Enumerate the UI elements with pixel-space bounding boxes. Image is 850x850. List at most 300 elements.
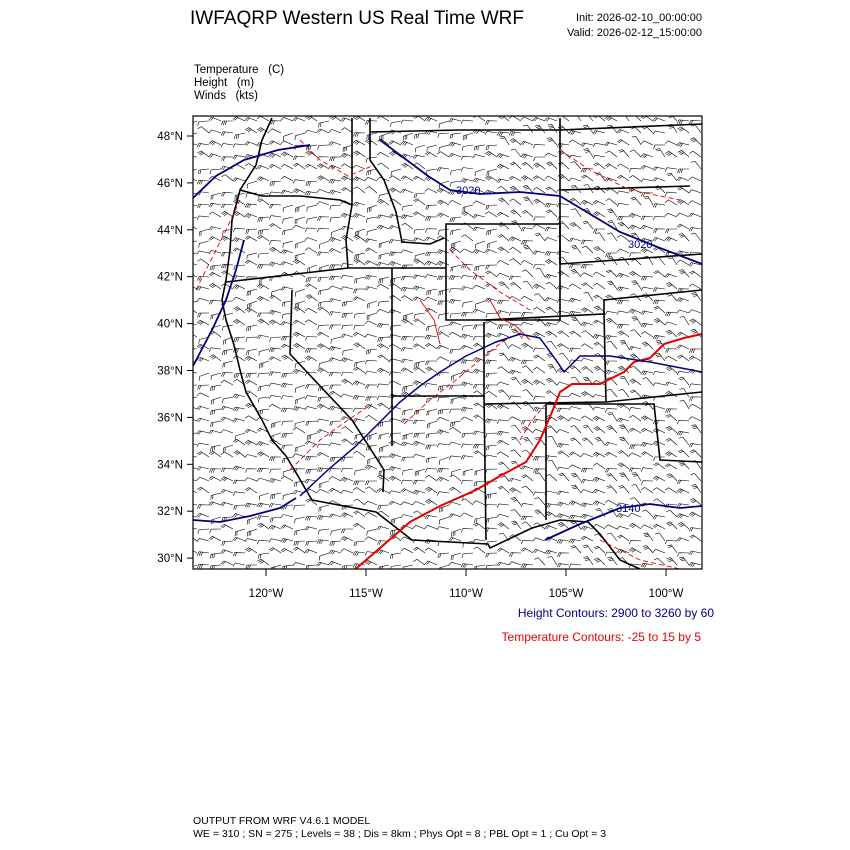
wind-barb — [439, 289, 449, 296]
wind-barb — [365, 512, 377, 517]
wind-barb — [487, 229, 497, 235]
wind-barb — [581, 358, 593, 361]
wind-barb — [546, 138, 557, 146]
wind-barb — [317, 202, 329, 205]
wind-barb — [209, 227, 221, 231]
wind-barb — [414, 313, 425, 319]
wind-barb — [557, 251, 569, 255]
wind-barb — [485, 360, 497, 364]
wind-barb — [389, 309, 401, 313]
wind-barb — [451, 241, 461, 248]
wind-barb — [293, 343, 305, 349]
wind-barb — [437, 430, 449, 435]
wind-barb — [247, 529, 257, 537]
wind-barb — [666, 558, 677, 566]
border-ks-ok — [606, 392, 702, 402]
wind-barb — [680, 400, 689, 409]
wind-barb — [295, 517, 305, 523]
wind-barb — [473, 227, 485, 231]
wind-barb — [305, 238, 317, 242]
wind-barb — [413, 238, 425, 242]
wind-barb — [209, 283, 221, 289]
wind-barb — [402, 205, 413, 211]
wind-barb — [677, 538, 689, 542]
lat-label: 44°N — [157, 224, 183, 237]
wind-barb — [245, 455, 257, 459]
wind-barb — [281, 525, 293, 529]
wind-barb — [341, 379, 353, 385]
wind-barb — [641, 416, 653, 421]
wind-barb — [270, 517, 281, 522]
wind-barb — [233, 297, 245, 301]
wind-barb — [691, 125, 701, 133]
wind-barb — [221, 132, 233, 136]
wind-barb — [283, 469, 293, 476]
lat-label: 42°N — [157, 271, 183, 284]
wind-barb — [498, 247, 510, 253]
wind-barb — [440, 457, 450, 465]
wind-barb — [365, 385, 377, 389]
wind-barb — [377, 324, 389, 328]
wind-barb — [353, 133, 365, 137]
wind-barb — [269, 539, 281, 543]
wind-barb — [642, 510, 653, 517]
wind-barb — [617, 535, 629, 541]
wind-barb — [497, 440, 509, 445]
wind-barb — [571, 485, 581, 493]
wind-barb — [653, 549, 665, 553]
wind-barb — [461, 287, 473, 291]
wind-barb — [509, 488, 521, 493]
wind-barb — [281, 117, 293, 121]
wind-barb — [221, 561, 233, 565]
wind-barb — [353, 408, 365, 412]
wind-barb — [689, 417, 701, 421]
wind-barb — [245, 356, 257, 361]
wind-barb — [461, 179, 473, 183]
wind-barb — [644, 196, 653, 205]
wind-barb — [365, 177, 377, 181]
wind-barb — [329, 142, 341, 146]
wind-barb — [437, 492, 449, 496]
wind-barb — [425, 308, 437, 313]
wind-barb — [497, 382, 509, 385]
wind-barb — [187, 217, 197, 224]
wind-barb — [305, 527, 317, 531]
wind-barb — [187, 397, 198, 403]
wind-barb — [666, 414, 677, 421]
wind-barb — [354, 187, 366, 193]
wind-barb — [486, 313, 497, 318]
wind-barb — [594, 342, 605, 349]
wind-barb — [641, 332, 653, 338]
wind-barb — [329, 372, 341, 376]
wind-barb — [593, 334, 605, 339]
wind-barb — [583, 545, 593, 553]
wind-barb — [185, 527, 197, 531]
wind-barb — [678, 169, 690, 173]
wind-barb — [295, 205, 305, 212]
wind-barb — [581, 200, 593, 205]
wind-barb — [641, 216, 653, 220]
wind-barb — [690, 138, 701, 145]
lat-label: 30°N — [157, 553, 183, 566]
wind-barb — [293, 180, 305, 184]
wind-barb — [666, 229, 678, 233]
wind-barb — [307, 433, 317, 440]
wind-barb — [533, 225, 545, 230]
wind-barb — [619, 389, 629, 397]
wind-barb — [185, 308, 197, 314]
wind-barb — [425, 487, 437, 493]
wind-barb — [689, 384, 701, 388]
wind-barb — [257, 335, 269, 339]
wind-barb — [533, 407, 545, 411]
wind-barb — [619, 473, 629, 481]
wind-barb — [245, 117, 257, 121]
wind-barb — [631, 197, 641, 205]
wind-barb — [354, 343, 366, 349]
wind-barb — [305, 549, 317, 553]
wind-barb — [317, 252, 329, 256]
wind-barb — [245, 204, 257, 208]
wind-barb — [677, 260, 689, 265]
wind-barb — [438, 229, 449, 235]
field-unit: (kts) — [235, 90, 258, 102]
wind-barb — [558, 451, 570, 457]
wind-barb — [307, 205, 317, 212]
wind-barb — [269, 204, 281, 208]
wind-barb — [632, 473, 641, 482]
wind-barb — [197, 431, 209, 435]
wind-barb — [233, 356, 245, 361]
wind-barb — [235, 193, 245, 200]
wind-barb — [450, 409, 461, 413]
wind-barb — [257, 442, 269, 447]
wind-barb — [378, 301, 389, 306]
wind-barb — [282, 373, 293, 378]
wind-barb — [330, 385, 342, 389]
wind-barb — [594, 229, 606, 233]
wind-barb — [653, 229, 665, 233]
wind-barb — [283, 229, 294, 235]
wind-barb — [365, 537, 377, 541]
wind-barb — [258, 217, 269, 222]
wind-barb — [368, 433, 378, 441]
wind-barb — [293, 156, 305, 160]
wind-barb — [257, 284, 269, 289]
wind-barb — [641, 141, 653, 145]
map-frame — [193, 116, 702, 569]
wind-barb — [403, 133, 413, 141]
wind-barb — [509, 562, 521, 565]
wind-barb — [689, 404, 701, 409]
wind-barb — [497, 562, 509, 566]
wind-barb — [329, 432, 341, 436]
wind-barb — [245, 503, 257, 507]
wind-barb — [437, 477, 449, 482]
wind-barb — [258, 229, 269, 235]
wind-barb — [269, 404, 281, 409]
wind-barb — [317, 404, 329, 409]
wind-barb — [269, 348, 281, 352]
wind-barb — [354, 511, 366, 517]
wind-barb — [534, 294, 545, 301]
lat-label: 40°N — [157, 318, 183, 331]
wind-barb — [401, 348, 413, 352]
wind-barb — [569, 178, 581, 181]
wind-barb — [548, 124, 557, 133]
wind-barb — [367, 133, 377, 139]
wind-barb — [293, 225, 305, 229]
wind-barb — [485, 391, 497, 397]
wind-barb — [689, 151, 701, 157]
wind-barb — [185, 442, 197, 445]
wind-barb — [258, 409, 269, 415]
wind-barb — [510, 210, 521, 217]
wind-barb — [594, 427, 605, 433]
wind-barb — [281, 141, 293, 145]
wind-barb — [391, 169, 401, 176]
wind-barb — [607, 281, 617, 289]
wind-barb — [677, 298, 689, 302]
wind-barb — [605, 178, 617, 182]
wind-barb — [461, 444, 473, 448]
wind-barb — [462, 145, 473, 151]
wind-barb — [296, 385, 306, 393]
wind-barb — [653, 420, 665, 424]
wind-barb — [379, 445, 389, 452]
wind-barb — [474, 451, 485, 457]
wind-barb — [425, 469, 437, 473]
wind-barb — [330, 157, 342, 161]
wind-barb — [581, 264, 593, 268]
wind-barb — [317, 176, 329, 181]
wind-barb — [677, 310, 689, 313]
wind-barb — [485, 176, 497, 181]
wind-barb — [197, 357, 209, 362]
wind-barb — [270, 457, 282, 461]
wind-barb — [583, 425, 593, 433]
wind-barb — [618, 451, 629, 458]
wind-barb — [475, 301, 485, 309]
wind-barb — [221, 452, 233, 457]
wind-barb — [365, 248, 377, 253]
wind-barb — [319, 289, 330, 295]
wind-barb — [353, 488, 365, 494]
wind-barb — [473, 539, 485, 543]
wind-barb — [582, 367, 593, 374]
wind-barb — [523, 245, 533, 253]
wind-barb — [462, 235, 474, 241]
wind-barb — [498, 523, 509, 529]
wind-barb — [593, 143, 605, 147]
wind-barb — [353, 151, 365, 157]
wind-barb — [497, 132, 509, 136]
wind-barb — [534, 558, 545, 565]
wind-barb — [389, 372, 401, 376]
wind-barb — [677, 177, 689, 181]
wind-barb — [425, 252, 437, 256]
wind-barb — [222, 541, 233, 546]
wind-barb — [450, 313, 461, 318]
wind-barb — [665, 151, 677, 157]
wind-barb — [618, 150, 629, 158]
wind-barb — [197, 452, 209, 458]
wind-barb — [270, 181, 281, 186]
wind-barb — [677, 345, 689, 349]
wind-barb — [689, 512, 701, 517]
wind-barb — [569, 564, 581, 568]
wind-barb — [197, 564, 209, 568]
wind-barb — [306, 277, 317, 282]
wind-barb — [509, 247, 521, 253]
wind-barb — [581, 168, 593, 172]
wind-barb — [533, 176, 545, 181]
wind-barb — [401, 296, 413, 301]
wind-barb — [197, 477, 209, 481]
wind-barb — [451, 397, 461, 404]
wind-barb — [594, 546, 605, 553]
wind-barb — [233, 439, 245, 445]
wind-barb — [269, 383, 281, 387]
wind-barb — [665, 322, 677, 325]
wind-barb — [629, 189, 641, 194]
wind-barb — [678, 522, 689, 529]
wind-barb — [269, 129, 281, 133]
wind-barb — [317, 540, 329, 544]
wind-barb — [630, 390, 641, 397]
wind-barb — [461, 312, 473, 316]
wind-barb — [678, 127, 690, 133]
wind-barb — [389, 467, 401, 471]
wind-barb — [665, 488, 677, 493]
wind-barb — [319, 553, 329, 561]
wind-barb — [668, 257, 677, 266]
wind-barb — [654, 271, 665, 277]
wind-barb — [198, 151, 210, 157]
wind-barb — [690, 319, 702, 325]
wind-barb — [461, 480, 473, 484]
wind-barb — [509, 116, 521, 121]
wind-barb — [293, 320, 305, 325]
wind-barb — [522, 427, 533, 434]
wind-barb — [475, 469, 485, 476]
wind-barb — [294, 307, 306, 313]
wind-barb — [619, 257, 629, 265]
wind-barb — [665, 200, 677, 205]
field-name: Height — [194, 77, 228, 89]
wind-barb — [593, 395, 605, 399]
wind-barb — [438, 397, 449, 402]
wind-barb — [619, 425, 629, 433]
wind-barb — [581, 240, 593, 244]
wind-barb — [245, 260, 257, 265]
wind-barb — [641, 165, 653, 169]
wind-barb — [389, 188, 401, 193]
wind-barb — [209, 141, 221, 145]
wind-barb — [617, 287, 629, 291]
wind-barb — [557, 271, 569, 277]
wind-barb — [295, 241, 305, 248]
wind-barb — [486, 145, 497, 150]
wind-barb — [341, 153, 353, 158]
wind-barb — [366, 187, 377, 193]
wind-barb — [332, 229, 342, 237]
wind-barb — [366, 349, 377, 354]
wind-barb — [581, 322, 593, 327]
wind-barb — [595, 233, 605, 241]
model-config: WE = 310 ; SN = 275 ; Levels = 38 ; Dis = 8km ; Phys Opt = 8 ; PBL Opt = 1 ; Cu Opt = 3 — [193, 828, 607, 840]
wind-barb — [185, 478, 197, 483]
wind-barb — [666, 426, 677, 433]
wind-barb — [533, 469, 545, 473]
wind-barb — [655, 257, 665, 265]
wind-barb — [533, 348, 545, 352]
wind-barb — [689, 190, 701, 193]
wind-barb — [463, 205, 473, 212]
wind-barb — [197, 552, 209, 556]
wind-barb — [606, 318, 617, 325]
wind-barb — [437, 200, 449, 205]
wind-barb — [342, 313, 353, 318]
wind-barb — [476, 241, 486, 249]
wind-barb — [233, 117, 245, 121]
wind-barb — [401, 223, 413, 229]
field-unit: (m) — [236, 77, 255, 89]
wind-barb — [185, 348, 197, 352]
wind-barb — [677, 224, 689, 229]
wind-barb — [606, 270, 617, 277]
lat-label: 48°N — [157, 131, 183, 143]
wind-barb — [557, 311, 569, 315]
wind-barb — [365, 121, 377, 125]
wind-barb — [233, 212, 245, 218]
wind-barb — [437, 261, 449, 266]
wind-barb — [677, 420, 689, 424]
wind-barb — [389, 240, 401, 244]
wind-barb — [281, 408, 293, 412]
wind-barb — [534, 318, 545, 326]
wind-barb — [449, 502, 461, 505]
wind-barb — [666, 114, 677, 121]
wind-barb — [571, 269, 581, 277]
wind-barb — [521, 503, 533, 507]
wind-barb — [630, 330, 641, 337]
wind-barb — [653, 524, 665, 529]
wind-barb — [691, 425, 701, 433]
wind-barb — [329, 237, 341, 242]
wind-barb — [365, 287, 377, 291]
wind-barb — [509, 478, 521, 482]
wind-barb — [449, 153, 461, 157]
wind-barb — [389, 283, 401, 289]
wind-barb — [665, 192, 677, 196]
wind-barb — [438, 133, 449, 138]
wind-barb — [666, 330, 677, 337]
wind-barb — [521, 141, 533, 145]
wind-barb — [221, 204, 233, 208]
wind-barb — [510, 450, 521, 457]
wind-barb — [437, 332, 449, 338]
wind-barb — [401, 502, 413, 505]
wind-barb — [425, 152, 437, 157]
wind-barb — [677, 143, 689, 147]
wind-barb — [317, 129, 329, 133]
wind-barb — [593, 283, 605, 289]
wind-barb — [473, 201, 485, 205]
wind-barb — [197, 406, 209, 410]
